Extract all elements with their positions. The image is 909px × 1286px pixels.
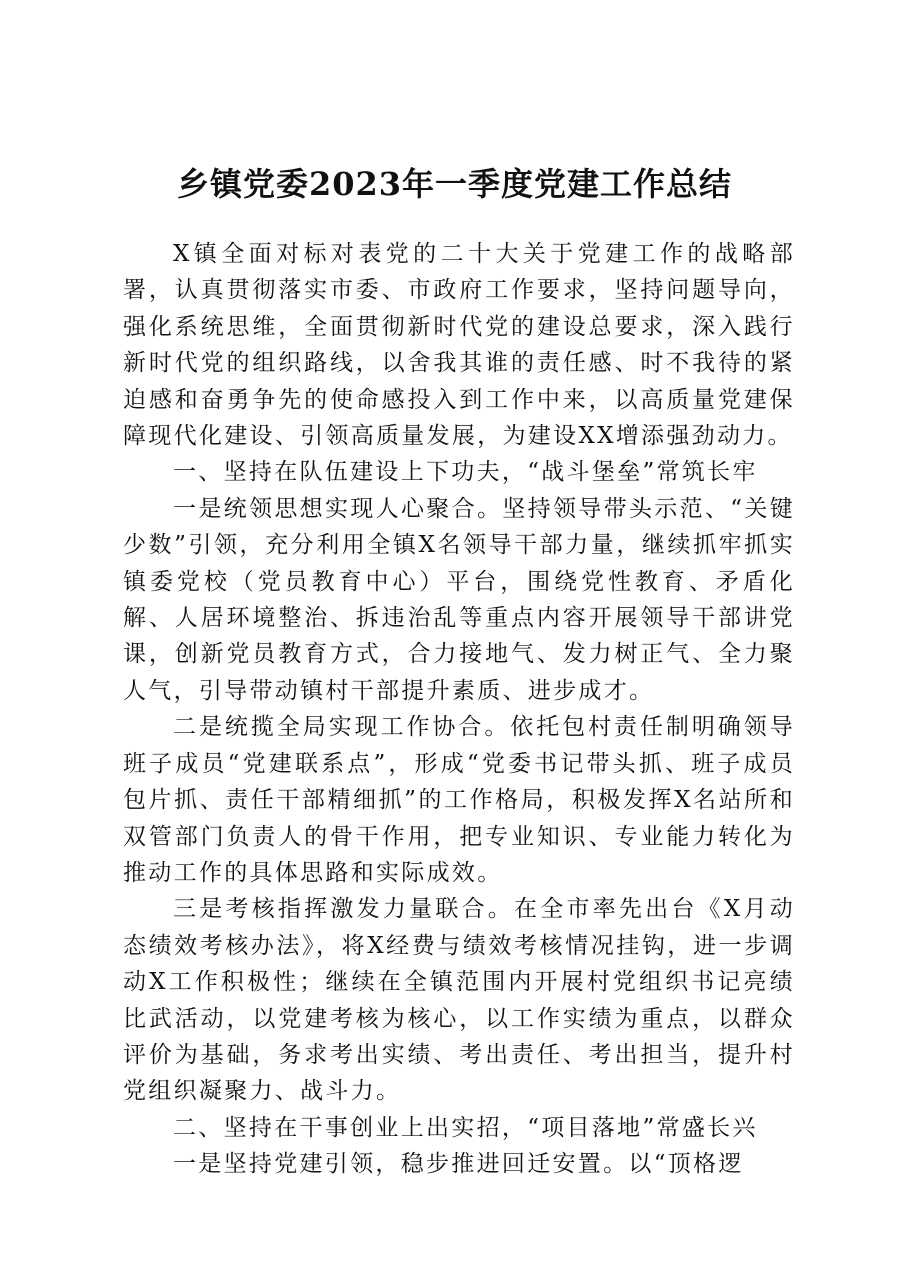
section-1-paragraph-2: 二是统揽全局实现工作协合。依托包村责任制明确领导班子成员“党建联系点”，形成“党委书记带头抓、班子成员包片抓、责任干部精细抓”的工作格局，积极发挥X名站所和双管部门负责人的骨干作用，把专业知识、专业能力转化为推动工作的具体思路和实际成效。 [123, 714, 795, 886]
document-body [123, 236, 795, 1183]
section-2-paragraph-1: 一是坚持党建引领，稳步推进回迁安置。以“顶格逻 [173, 1151, 744, 1178]
section-1-paragraph-1: 一是统领思想实现人心聚合。坚持领导带头示范、“关键少数”引领，充分利用全镇X名领导干部力量，继续抓牢抓实镇委党校（党员教育中心）平台，围绕党性教育、矛盾化解、人居环境整治、拆违治乱等重点内容开展领导干部讲党课，创新党员教育方式，合力接地气、发力树正气、全力聚人气，引导带动镇村干部提升素质、进步成才。 [123, 495, 795, 704]
section-heading-1: 一、坚持在队伍建设上下功夫，“战斗堡垒”常筑长牢 [173, 459, 758, 486]
document-title: 乡镇党委2023年一季度党建工作总结 [176, 165, 733, 203]
intro-paragraph: X镇全面对标对表党的二十大关于党建工作的战略部署，认真贯彻落实市委、市政府工作要求，坚持问题导向，强化系统思维，全面贯彻新时代党的建设总要求，深入践行新时代党的组织路线，以舍我其谁的责任感、时不我待的紧迫感和奋勇争先的使命感投入到工作中来，以高质量党建保障现代化建设、引领高质量发展，为建设XX增添强劲动力。 [123, 241, 795, 450]
section-heading-2: 二、坚持在干事创业上出实招，“项目落地”常盛长兴 [173, 1114, 758, 1141]
section-1-paragraph-3: 三是考核指挥激发力量联合。在全市率先出台《X月动态绩效考核办法》，将X经费与绩效考核情况挂钩，进一步调动X工作积极性；继续在全镇范围内开展村党组织书记亮绩比武活动，以党建考核为核心，以工作实绩为重点，以群众评价为基础，务求考出实绩、考出责任、考出担当，提升村党组织凝聚力、战斗力。 [123, 896, 795, 1105]
